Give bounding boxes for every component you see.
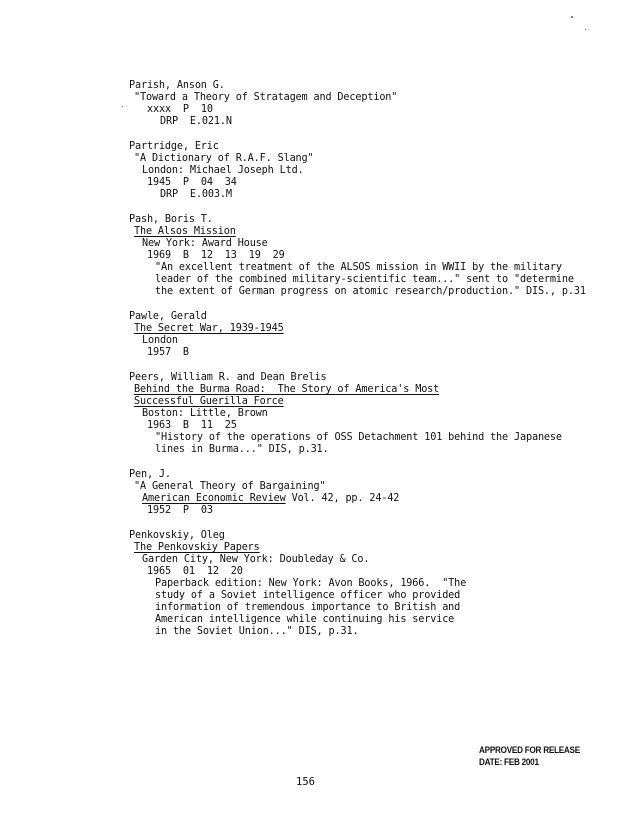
entry-note: "An excellent treatment of the ALSOS mission in WWII by the military bbox=[155, 262, 562, 273]
entry-note: "History of the operations of OSS Detachment 101 behind the Japanese bbox=[155, 432, 562, 443]
entry-publisher: London bbox=[142, 335, 178, 346]
entry-author: Pawle, Gerald bbox=[129, 311, 207, 322]
entry-title: "A Dictionary of R.A.F. Slang" bbox=[134, 153, 314, 164]
entry-code: 1945 P 04 34 bbox=[147, 177, 237, 188]
entry-ref: DRP E.021.N bbox=[160, 116, 232, 127]
entry-note: Paperback edition: New York: Avon Books, 1966. "The bbox=[155, 578, 467, 589]
scan-speck bbox=[122, 106, 123, 107]
entry-author: Pen, J. bbox=[129, 469, 171, 480]
entry-journal-details: Vol. 42, pp. 24-42 bbox=[285, 493, 400, 504]
scan-speck bbox=[585, 29, 586, 30]
entry-code: 1969 B 12 13 19 29 bbox=[147, 250, 285, 261]
entry-author: Pash, Boris T. bbox=[129, 214, 213, 225]
entry-ref: DRP E.003.M bbox=[160, 189, 232, 200]
entry-title: The Penkovskiy Papers bbox=[134, 542, 260, 553]
entry-title: "Toward a Theory of Stratagem and Deception" bbox=[134, 92, 398, 103]
entry-code: 1963 B 11 25 bbox=[147, 420, 237, 431]
entry-code: 1952 P 03 bbox=[147, 505, 213, 516]
entry-title: The Alsos Mission bbox=[134, 226, 236, 237]
entry-code: xxxx P 10 bbox=[147, 104, 213, 115]
entry-title: The Secret War, 1939-1945 bbox=[134, 323, 284, 334]
entry-journal-line bbox=[142, 493, 399, 505]
entry-note: lines in Burma..." DIS, p.31. bbox=[155, 444, 329, 455]
entry-publisher: New York: Award House bbox=[142, 238, 268, 249]
release-stamp-line1: APPROVED FOR RELEASE bbox=[479, 745, 580, 756]
scan-speck bbox=[571, 16, 573, 18]
entry-publisher: London: Michael Joseph Ltd. bbox=[142, 165, 304, 176]
entry-author: Peers, William R. and Dean Brelis bbox=[129, 372, 327, 383]
entry-publisher: Boston: Little, Brown bbox=[142, 408, 268, 419]
entry-note: leader of the combined military-scientific team..." sent to "determine bbox=[155, 274, 574, 285]
entry-author: Partridge, Eric bbox=[129, 141, 219, 152]
entry-title: Behind the Burma Road: The Story of America's Most bbox=[134, 384, 440, 395]
entry-note: in the Soviet Union..." DIS, p.31. bbox=[155, 626, 359, 637]
entry-title-cont: Successful Guerilla Force bbox=[134, 396, 284, 407]
entry-author: Parish, Anson G. bbox=[129, 80, 225, 91]
entry-note: study of a Soviet intelligence officer who provided bbox=[155, 590, 461, 601]
entry-code: 1957 B bbox=[147, 347, 189, 358]
release-stamp-line2: DATE: FEB 2001 bbox=[479, 757, 539, 768]
entry-note: American intelligence while continuing his service bbox=[155, 614, 455, 625]
entry-title: "A General Theory of Bargaining" bbox=[134, 481, 326, 492]
entry-note: the extent of German progress on atomic research/production." DIS., p.31 bbox=[155, 286, 586, 297]
page-number: 156 bbox=[296, 776, 315, 788]
entry-note: information of tremendous importance to British and bbox=[155, 602, 461, 613]
entry-author: Penkovskiy, Oleg bbox=[129, 530, 225, 541]
entry-journal: American Economic Review bbox=[142, 493, 286, 504]
entry-publisher: Garden City, New York: Doubleday & Co. bbox=[142, 554, 370, 565]
entry-code: 1965 01 12 20 bbox=[147, 566, 243, 577]
